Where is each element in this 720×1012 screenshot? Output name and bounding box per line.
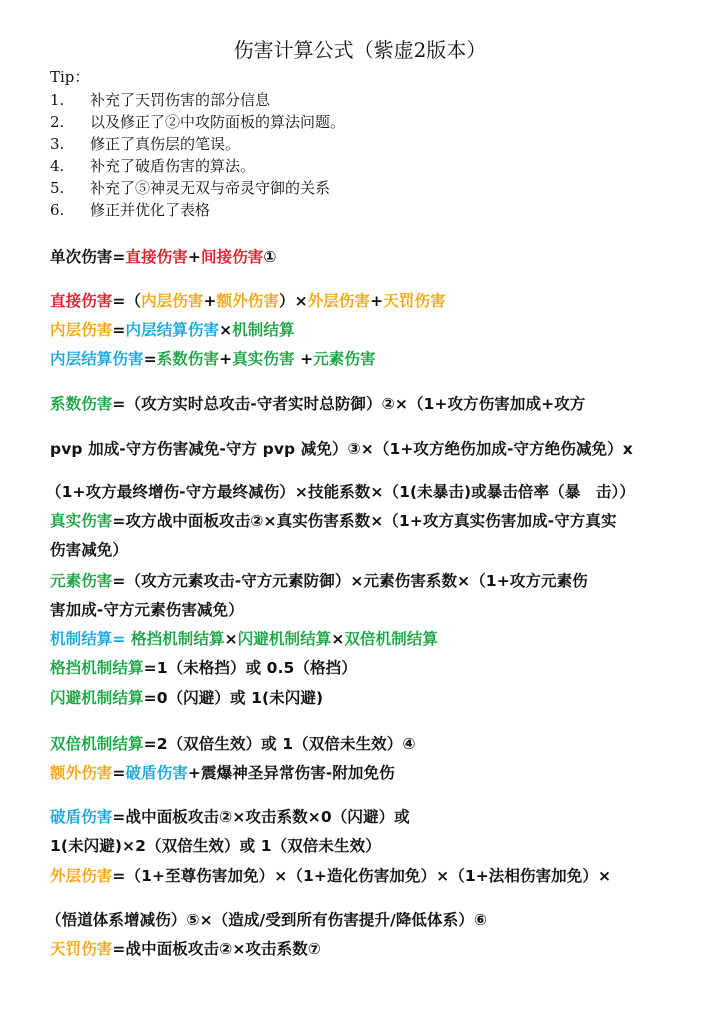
term-double-settle: 双倍机制结算 — [344, 630, 439, 648]
formula-text: pvp 加成-守方伤害减免-守方 pvp 减免）③×（1+攻方绝伤加成-守方绝伤减免）x — [50, 440, 633, 458]
formula-text: +震爆神圣异常伤害-附加免伤 — [187, 764, 395, 782]
formula-true-damage-cont — [50, 538, 128, 560]
formula-text: =战中面板攻击②×攻击系数×0（闪避）或 — [112, 808, 410, 826]
formula-text: =2（双倍生效）或 1（双倍未生效）④ — [143, 735, 416, 753]
tip-text: 修正并优化了表格 — [90, 201, 211, 219]
term-coef-damage: 系数伤害 — [156, 350, 220, 368]
term-mechanism-settle: 机制结算 — [50, 630, 113, 648]
formula-coef-damage-cont — [50, 437, 633, 459]
tip-number: 1. — [50, 91, 65, 109]
term-extra-damage: 额外伤害 — [50, 764, 113, 782]
tip-text: 以及修正了②中攻防面板的算法问题。 — [90, 113, 346, 131]
formula-text: ）× — [279, 292, 308, 310]
formula-dodge-settle — [50, 686, 323, 708]
formula-text: × — [224, 630, 238, 648]
term-extra-damage: 额外伤害 — [216, 292, 279, 310]
formula-double-settle — [50, 732, 416, 754]
tip-text: 补充了破盾伤害的算法。 — [90, 157, 256, 175]
formula-inner-damage — [50, 318, 295, 340]
tip-item — [50, 155, 255, 176]
tip-number: 4. — [50, 157, 65, 175]
tip-number: 5. — [50, 179, 65, 197]
formula-text: = — [143, 350, 157, 368]
formula-coef-damage-cont2 — [46, 480, 635, 502]
formula-outer-damage — [50, 864, 611, 886]
formula-extra-damage — [50, 761, 395, 783]
term-outer-damage: 外层伤害 — [50, 867, 113, 885]
tip-item — [50, 111, 345, 132]
formula-shield-break-cont — [50, 834, 381, 856]
formula-text: =战中面板攻击②×攻击系数⑦ — [112, 940, 322, 958]
term-double-settle: 双倍机制结算 — [50, 735, 144, 753]
term-inner-settle-damage: 内层结算伤害 — [50, 350, 144, 368]
formula-text: =攻方战中面板攻击②×真实伤害系数×（1+攻方真实伤害加成-守方真实 — [112, 512, 617, 530]
formula-text: + — [187, 248, 201, 266]
formula-text: + — [219, 350, 233, 368]
formula-text: 害加成-守方元素伤害减免） — [50, 601, 244, 619]
term-shield-break-damage: 破盾伤害 — [50, 808, 113, 826]
formula-shield-break — [50, 805, 410, 827]
formula-text: + — [370, 292, 384, 310]
tip-text: 补充了⑤神灵无双与帝灵守御的关系 — [90, 179, 331, 197]
formula-text: + — [294, 350, 314, 368]
term-shield-break-damage: 破盾伤害 — [125, 764, 188, 782]
tip-number: 2. — [50, 113, 65, 131]
formula-text: × — [219, 321, 233, 339]
term-dodge-settle: 闪避机制结算 — [237, 630, 332, 648]
formula-inner-settle — [50, 347, 376, 369]
term-dodge-settle: 闪避机制结算 — [50, 689, 144, 707]
term-direct-damage: 直接伤害 — [50, 292, 113, 310]
formula-text: = — [112, 321, 126, 339]
term-direct-damage: 直接伤害 — [125, 248, 188, 266]
term-inner-damage: 内层伤害 — [141, 292, 204, 310]
formula-text: + — [203, 292, 217, 310]
term-indirect-damage: 间接伤害 — [201, 248, 264, 266]
formula-outer-damage-cont — [46, 908, 487, 930]
term-true-damage: 真实伤害 — [50, 512, 113, 530]
formula-direct-damage — [50, 289, 446, 311]
formula-element-damage — [50, 569, 588, 591]
formula-text: =（攻方元素攻击-守方元素防御）×元素伤害系数×（1+攻方元素伤 — [112, 572, 588, 590]
formula-text: =（ — [112, 292, 142, 310]
formula-punish-damage — [50, 937, 321, 959]
formula-block-settle — [50, 656, 357, 678]
tip-item — [50, 89, 270, 110]
formula-text: 单次伤害= — [50, 248, 126, 266]
formula-text: =1（未格挡）或 0.5（格挡） — [143, 659, 357, 677]
formula-text: =0（闪避）或 1(未闪避) — [143, 689, 324, 707]
formula-text: =（1+至尊伤害加免）×（1+造化伤害加免）×（1+法相伤害加免）× — [112, 867, 612, 885]
formula-text: 伤害减免） — [50, 541, 129, 559]
formula-true-damage — [50, 509, 617, 531]
formula-text: ① — [263, 248, 277, 266]
tip-text: 补充了天罚伤害的部分信息 — [90, 91, 271, 109]
term-coef-damage: 系数伤害 — [50, 395, 113, 413]
formula-coef-damage — [50, 392, 585, 414]
term-punish-damage: 天罚伤害 — [383, 292, 446, 310]
formula-text: （1+攻方最终增伤-守方最终减伤）×技能系数×（1(未暴击)或暴击倍率（暴 击）） — [46, 483, 635, 501]
term-block-settle: 格挡机制结算 — [50, 659, 144, 677]
term-element-damage: 元素伤害 — [50, 572, 113, 590]
formula-text: 1(未闪避)×2（双倍生效）或 1（双倍未生效） — [50, 837, 381, 855]
tip-item — [50, 133, 240, 154]
term-outer-damage: 外层伤害 — [307, 292, 371, 310]
tip-text: 修正了真伤层的笔误。 — [90, 135, 241, 153]
term-punish-damage: 天罚伤害 — [50, 940, 113, 958]
tip-number: 3. — [50, 135, 65, 153]
term-block-settle: 格挡机制结算 — [131, 630, 225, 648]
formula-element-damage-cont — [50, 598, 244, 620]
tip-number: 6. — [50, 201, 65, 219]
term-inner-damage: 内层伤害 — [50, 321, 113, 339]
formula-text: =（攻方实时总攻击-守者实时总防御）②×（1+攻方伤害加成+攻方 — [112, 395, 586, 413]
formula-text: （悟道体系增减伤）⑤×（造成/受到所有伤害提升/降低体系）⑥ — [46, 911, 488, 929]
formula-text: = — [112, 764, 126, 782]
term-element-damage: 元素伤害 — [313, 350, 376, 368]
tip-item — [50, 177, 330, 198]
tip-item — [50, 199, 210, 220]
term-inner-settle-damage: 内层结算伤害 — [125, 321, 220, 339]
formula-text: × — [331, 630, 345, 648]
formula-text: = — [112, 630, 131, 648]
term-true-damage: 真实伤害 — [232, 350, 295, 368]
term-mechanism-settle: 机制结算 — [232, 321, 295, 339]
formula-single-damage — [50, 245, 277, 267]
tip-label: Tip： — [50, 68, 90, 86]
page-title: 伤害计算公式（紫虚2版本） — [233, 38, 487, 62]
formula-mechanism-settle — [50, 627, 438, 649]
